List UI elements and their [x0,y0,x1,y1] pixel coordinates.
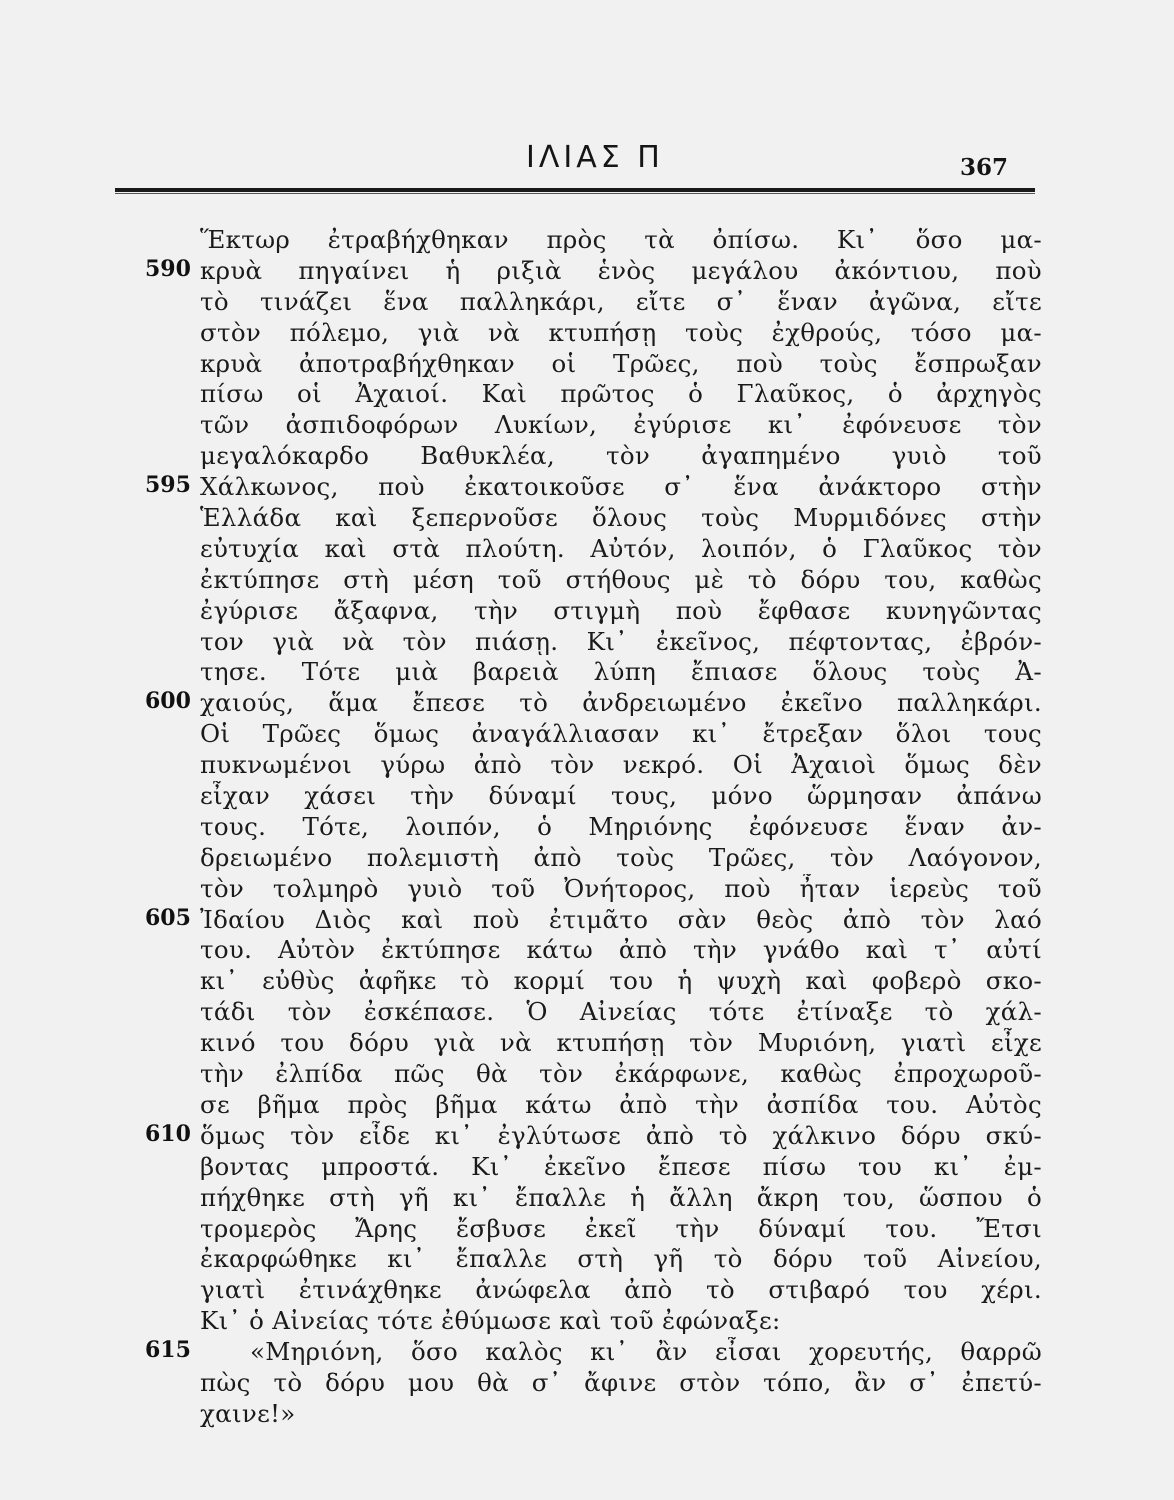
text-line: Κι᾽ ὁ Αἰνείας τότε ἐθύμωσε καὶ τοῦ ἐφώναξε: [200,1306,781,1336]
text-line: βοντας μπροστά. Κι᾽ ἐκεῖνο ἔπεσε πίσω του κι᾽ ἐμ- [200,1151,1042,1181]
header-rule-thin [115,193,1035,194]
text-line: χαινε!» [200,1398,296,1428]
text-line: τῶν ἀσπιδοφόρων Λυκίων, ἐγύρισε κι᾽ ἐφόνευσε τὸν [200,410,1042,440]
text-line: πήχθηκε στὴ γῆ κι᾽ ἔπαλλε ἡ ἄλλη ἄκρη του, ὥσπου ὁ [200,1182,1042,1212]
running-header-title: ΙΛΙΑΣ Π [526,140,664,175]
text-line: Ἑλλάδα καὶ ξεπερνοῦσε ὅλους τοὺς Μυρμιδόνες στὴν [200,503,1042,533]
text-line: του. Αὐτὸν ἐκτύπησε κάτω ἀπὸ τὴν γνάθο καὶ τ᾽ αὐτί [200,935,1042,965]
text-line: κρυὰ ἀποτραβήχθηκαν οἱ Τρῶες, ποὺ τοὺς ἔσπρωξαν [200,348,1042,378]
text-line: τρομερὸς Ἄρης ἔσβυσε ἐκεῖ τὴν δύναμί του. Ἔτσι [200,1213,1042,1243]
text-line: πὼς τὸ δόρυ μου θὰ σ᾽ ἄφινε στὸν τόπο, ἂν σ᾽ ἐπετύ- [200,1367,1042,1397]
text-line: εἶχαν χάσει τὴν δύναμί τους, μόνο ὥρμησαν ἀπάνω [200,781,1042,811]
line-number-615: 615 [145,1337,191,1363]
text-line: πίσω οἱ Ἀχαιοί. Καὶ πρῶτος ὁ Γλαῦκος, ὁ ἀρχηγὸς [200,379,1042,409]
text-line: κι᾽ εὐθὺς ἀφῆκε τὸ κορμί του ἡ ψυχὴ καὶ φοβερὸ σκο- [200,966,1042,996]
text-line: «Μηριόνη, ὅσο καλὸς κι᾽ ἂν εἶσαι χορευτής, θαρρῶ [250,1337,1042,1367]
text-line: Χάλκωνος, ποὺ ἐκατοικοῦσε σ᾽ ἕνα ἀνάκτορο στὴν [200,472,1042,502]
text-line: κινό του δόρυ γιὰ νὰ κτυπήσῃ τὸν Μυριόνη, γιατὶ εἶχε [200,1028,1042,1058]
text-line: δρειωμένο πολεμιστὴ ἀπὸ τοὺς Τρῶες, τὸν Λαόγονον, [200,842,1042,872]
text-line: ὅμως τὸν εἶδε κι᾽ ἐγλύτωσε ἀπὸ τὸ χάλκινο δόρυ σκύ- [200,1120,1042,1150]
text-line: τησε. Τότε μιὰ βαρειὰ λύπη ἔπιασε ὅλους τοὺς Ἀ- [200,657,1042,687]
page-number: 367 [960,154,1009,181]
header-rule [115,188,1035,192]
text-line: στὸν πόλεμο, γιὰ νὰ κτυπήσῃ τοὺς ἐχθρούς, τόσο μα- [200,317,1042,347]
text-line: εὐτυχία καὶ στὰ πλούτη. Αὐτόν, λοιπόν, ὁ Γλαῦκος τὸν [200,533,1042,563]
text-line: πυκνωμένοι γύρω ἀπὸ τὸν νεκρό. Οἱ Ἀχαιοὶ ὅμως δὲν [200,750,1042,780]
line-number-610: 610 [145,1121,191,1147]
line-number-605: 605 [145,905,191,931]
text-line: χαιούς, ἅμα ἔπεσε τὸ ἀνδρειωμένο ἐκεῖνο παλληκάρι. [200,688,1042,718]
text-line: τάδι τὸν ἐσκέπασε. Ὁ Αἰνείας τότε ἐτίναξε τὸ χάλ- [200,997,1042,1027]
line-number-595: 595 [145,472,191,498]
line-number-590: 590 [145,256,191,282]
text-line: κρυὰ πηγαίνει ἡ ριξιὰ ἑνὸς μεγάλου ἀκόντιου, ποὺ [200,255,1042,285]
text-line: γιατὶ ἐτινάχθηκε ἀνώφελα ἀπὸ τὸ στιβαρό του χέρι. [200,1275,1042,1305]
text-line: σε βῆμα πρὸς βῆμα κάτω ἀπὸ τὴν ἀσπίδα του. Αὐτὸς [200,1089,1042,1119]
text-line: τὸν τολμηρὸ γυιὸ τοῦ Ὀνήτορος, ποὺ ἦταν ἱερεὺς τοῦ [200,873,1042,903]
text-line: τὴν ἐλπίδα πῶς θὰ τὸν ἐκάρφωνε, καθὼς ἐπροχωροῦ- [200,1059,1042,1089]
text-line: τον γιὰ νὰ τὸν πιάσῃ. Κι᾽ ἐκεῖνος, πέφτοντας, ἐβρόν- [200,626,1042,656]
text-line: μεγαλόκαρδο Βαθυκλέα, τὸν ἀγαπημένο γυιὸ τοῦ [200,441,1042,471]
line-number-600: 600 [145,688,191,714]
text-line: τὸ τινάζει ἕνα παλληκάρι, εἴτε σ᾽ ἕναν ἀγῶνα, εἴτε [200,286,1042,316]
text-line: Ἕκτωρ ἐτραβήχθηκαν πρὸς τὰ ὀπίσω. Κι᾽ ὅσο μα- [200,225,1042,254]
text-line: ἐκαρφώθηκε κι᾽ ἔπαλλε στὴ γῆ τὸ δόρυ τοῦ Αἰνείου, [200,1244,1042,1274]
text-line: ἐκτύπησε στὴ μέση τοῦ στήθους μὲ τὸ δόρυ του, καθὼς [200,564,1042,594]
text-line: Ἰδαίου Διὸς καὶ ποὺ ἐτιμᾶτο σὰν θεὸς ἀπὸ τὸν λαό [200,904,1042,934]
text-line: ἐγύρισε ἄξαφνα, τὴν στιγμὴ ποὺ ἔφθασε κυνηγῶντας [200,595,1042,625]
body-text [200,225,1042,1430]
text-line: τους. Τότε, λοιπόν, ὁ Μηριόνης ἐφόνευσε ἕναν ἀν- [200,811,1042,841]
text-line: Οἱ Τρῶες ὅμως ἀναγάλλιασαν κι᾽ ἔτρεξαν ὅλοι τους [200,719,1042,749]
